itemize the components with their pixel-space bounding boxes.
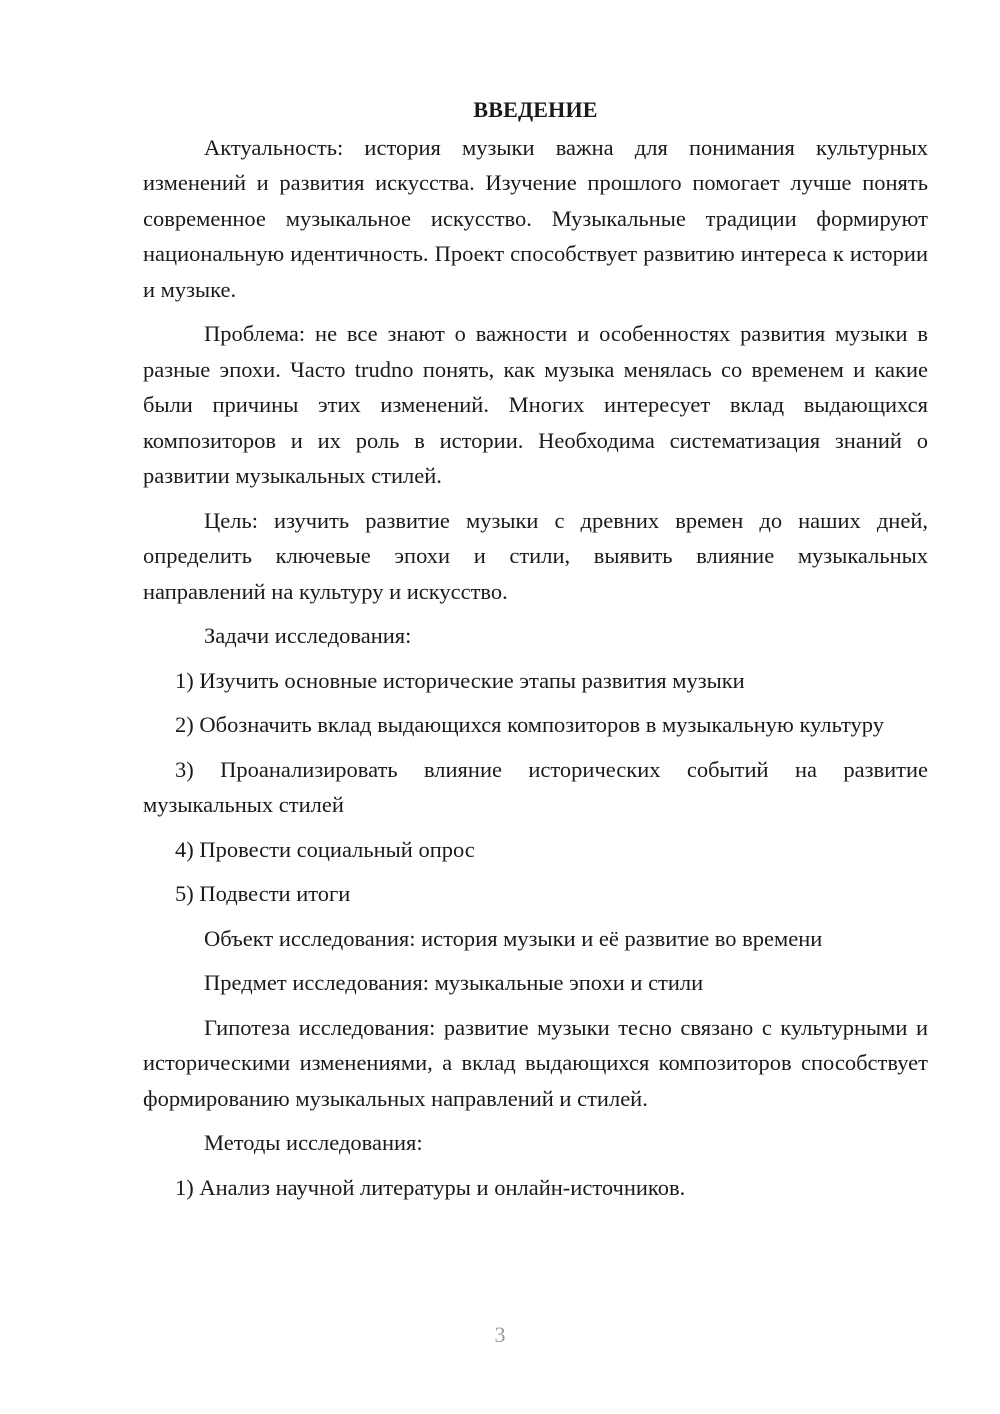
- relevance-paragraph: Актуальность: история музыки важна для понимания культурных изменений и развития искусства. Изучение прошлого помогает лучше понять современное музыкальное искусство. Музыкальные традиции формируют национальную идентичность. Проект способствует развитию интереса к истории и музыке.: [143, 134, 928, 302]
- tasks-heading: Задачи исследования:: [204, 623, 412, 648]
- methods-heading: Методы исследования:: [204, 1130, 423, 1155]
- task-item: 3) Проанализировать влияние исторических событий на развитие музыкальных стилей: [143, 756, 928, 817]
- hypothesis-paragraph: Гипотеза исследования: развитие музыки тесно связано с культурными и историческими изменениями, а вклад выдающихся композиторов способствует формированию музыкальных направлений и стилей.: [143, 1014, 928, 1111]
- task-item: 5) Подвести итоги: [175, 881, 351, 906]
- task-item: 4) Провести социальный опрос: [175, 836, 475, 862]
- method-item: 1) Анализ научной литературы и онлайн-источников.: [175, 1174, 686, 1200]
- document-page: [143, 92, 928, 1214]
- section-title: ВВЕДЕНИЕ: [473, 97, 598, 122]
- research-object: Объект исследования: история музыки и её развитие во времени: [204, 925, 823, 951]
- problem-paragraph: Проблема: не все знают о важности и особенностях развития музыки в разные эпохи. Часто trudno понять, как музыка менялась со временем и какие были причины этих изменений. Многих интересует вклад выдающихся композиторов и их роль в истории. Необходима систематизация знаний о развитии музыкальных стилей.: [143, 321, 928, 488]
- goal-paragraph: Цель: изучить развитие музыки с древних времен до наших дней, определить ключевые эпохи и стили, выявить влияние музыкальных направлений на культуру и искусство.: [143, 507, 928, 604]
- task-item: 2) Обозначить вклад выдающихся композиторов в музыкальную культуру: [175, 712, 884, 737]
- research-subject: Предмет исследования: музыкальные эпохи и стили: [204, 970, 704, 995]
- task-item: 1) Изучить основные исторические этапы развития музыки: [175, 667, 745, 693]
- page-number: 3: [494, 1322, 506, 1347]
